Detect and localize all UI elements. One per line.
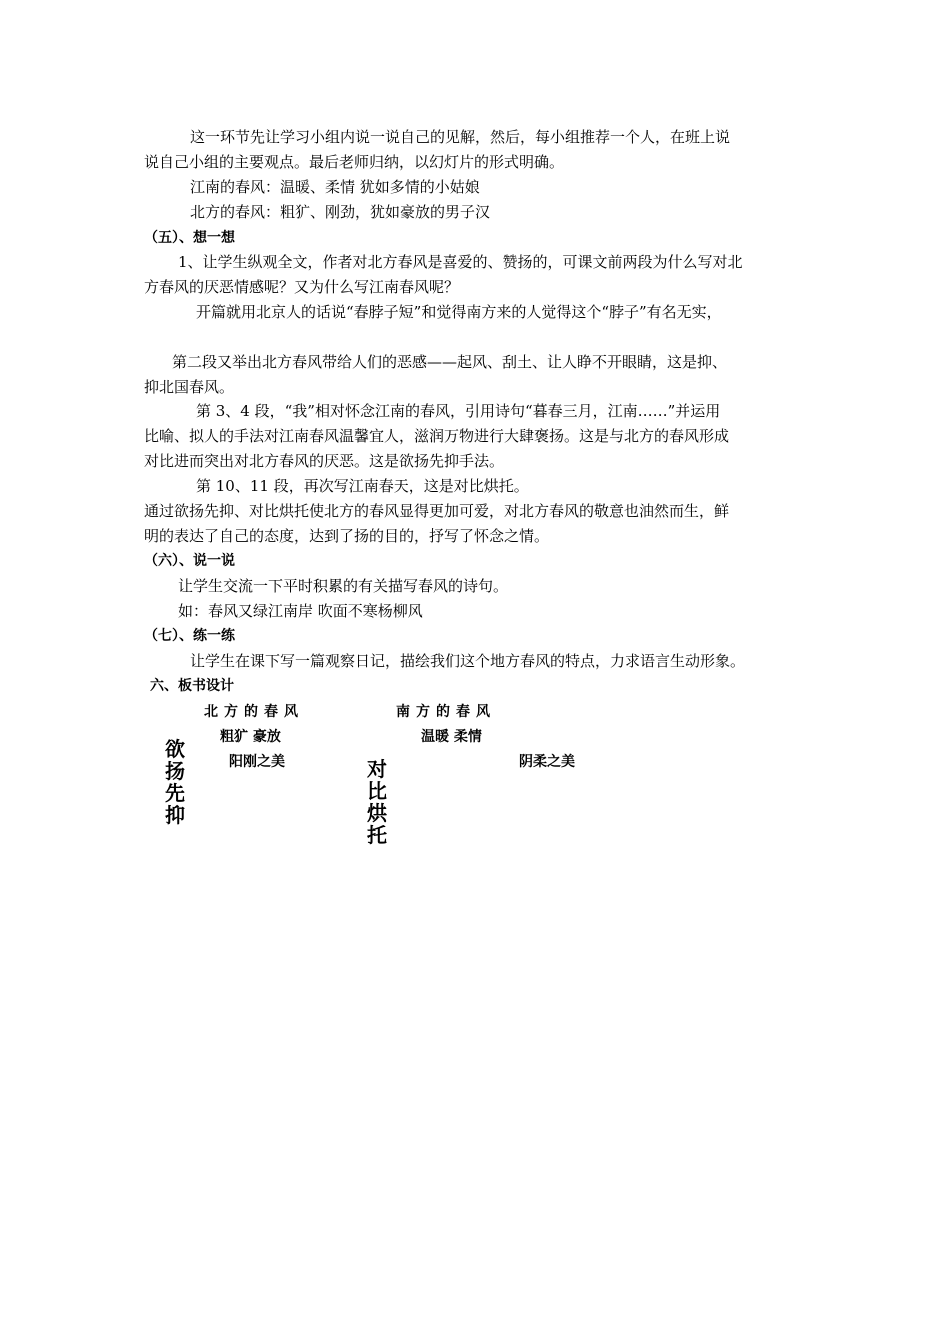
answer-line: 明的表达了自己的态度，达到了扬的目的，抒写了怀念之情。 <box>144 527 550 545</box>
answer-line: 比喻、拟人的手法对江南春风温馨宜人，滋润万物进行大肆褒扬。这是与北方的春风形成 <box>144 427 730 445</box>
board-south-beauty: 阴柔之美 <box>519 754 575 770</box>
paragraph-line: 说自己小组的主要观点。最后老师归纳，以幻灯片的形式明确。 <box>144 153 565 171</box>
board-left-vertical: 欲扬先抑 <box>165 737 185 827</box>
answer-line: 开篇就用北京人的话说“春脖子短”和觉得南方来的人觉得这个“脖子”有名无实， <box>196 303 722 321</box>
answer-line: 第二段又举出北方春风带给人们的恶感——起风、刮土、让人睁不开眼睛，这是抑、 <box>172 353 728 371</box>
answer-line: 抑北国春风。 <box>144 378 235 396</box>
jiangnan-summary: 江南的春风：温暖、柔情 犹如多情的小姑娘 <box>190 178 480 196</box>
question-line: 1、让学生纵观全文，作者对北方春风是喜爱的、赞扬的，可课文前两段为什么写对北 <box>178 253 743 271</box>
section-heading-7: （七）、练一练 <box>144 628 235 644</box>
board-south-title: 南方的春风 <box>396 704 496 720</box>
board-north-title: 北方的春风 <box>204 704 304 720</box>
answer-line: 对比进而突出对北方春风的厌恶。这是欲扬先抑手法。 <box>144 452 505 470</box>
board-north-traits: 粗犷 豪放 <box>220 729 281 745</box>
discussion-line: 让学生交流一下平时积累的有关描写春风的诗句。 <box>178 577 509 595</box>
answer-line: 第 10、11 段，再次写江南春天，这是对比烘托。 <box>196 477 529 495</box>
board-mid-vertical: 对比烘托 <box>367 757 387 847</box>
question-line: 方春风的厌恶情感呢？又为什么写江南春风呢？ <box>144 278 460 296</box>
board-north-beauty: 阳刚之美 <box>229 754 285 770</box>
answer-line: 通过欲扬先抑、对比烘托使北方的春风显得更加可爱，对北方春风的敬意也油然而生，鲜 <box>144 502 730 520</box>
poem-examples: 如：春风又绿江南岸 吹面不寒杨柳风 <box>178 602 423 620</box>
section-heading-5: （五）、想一想 <box>144 230 235 246</box>
beifang-summary: 北方的春风：粗犷、刚劲，犹如豪放的男子汉 <box>190 203 491 221</box>
section-heading-6: （六）、说一说 <box>144 553 235 569</box>
board-south-traits: 温暖 柔情 <box>421 729 482 745</box>
answer-line: 第 3、4 段，“我”相对怀念江南的春风，引用诗句“暮春三月，江南……”并运用 <box>196 402 721 420</box>
paragraph-line: 这一环节先让学习小组内说一说自己的见解，然后，每小组推荐一个人，在班上说 <box>190 128 731 146</box>
board-heading: 六、板书设计 <box>150 678 234 694</box>
exercise-line: 让学生在课下写一篇观察日记，描绘我们这个地方春风的特点，力求语言生动形象。 <box>190 652 746 670</box>
